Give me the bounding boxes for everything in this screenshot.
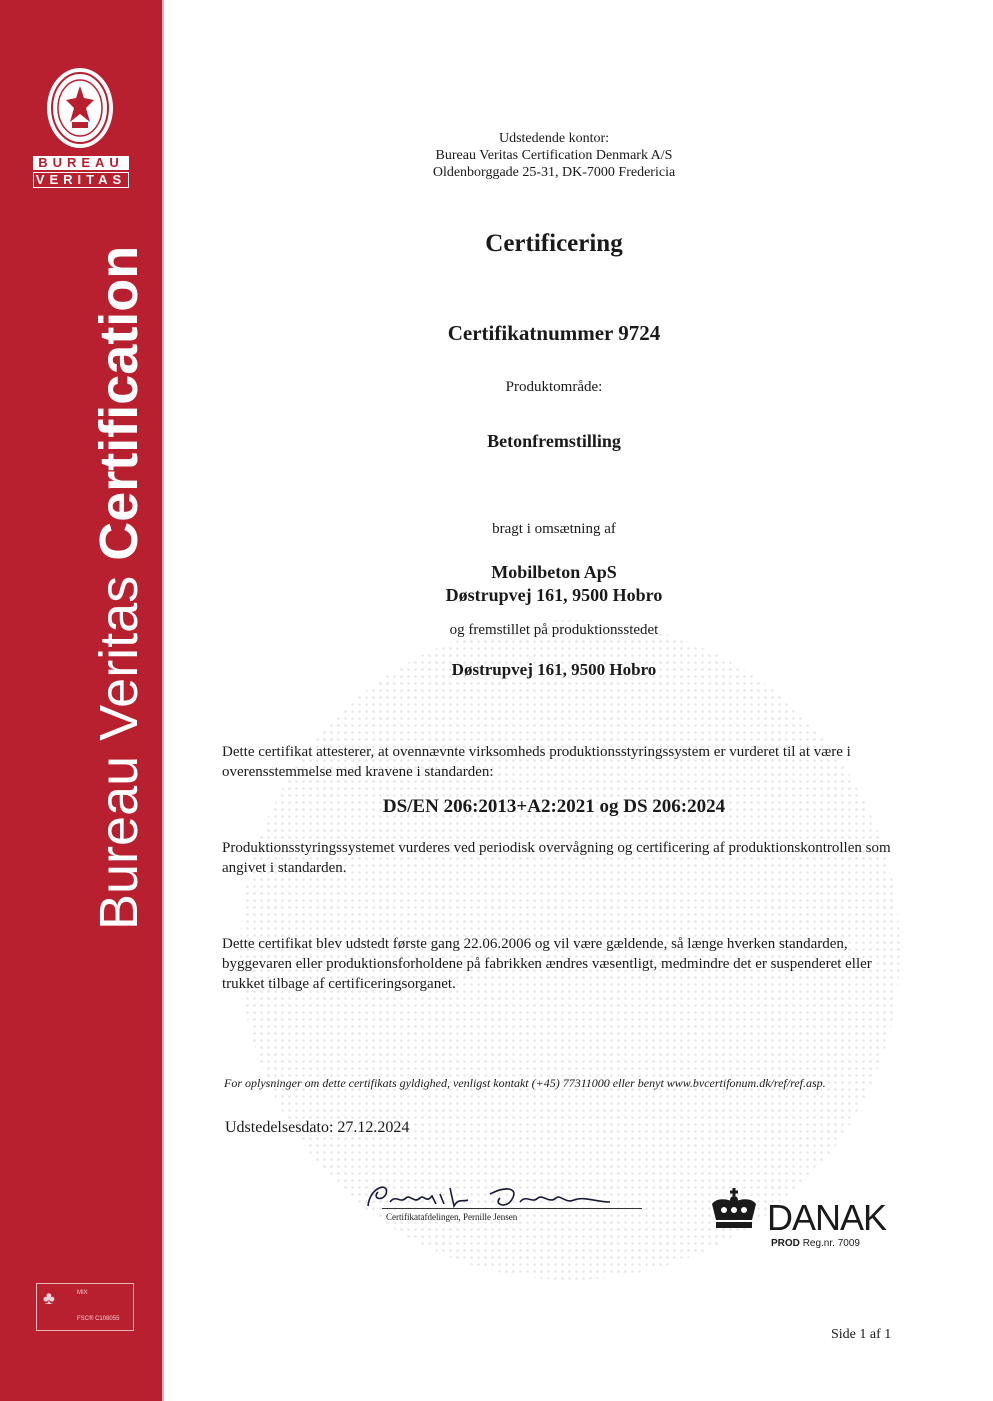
issuer-label: Udstedende kontor: [498,131,610,146]
issuer-name: Bureau Veritas Certification Denmark A/S [435,148,673,163]
signature-caption: Certifikatafdelingen, Pernille Jensen [386,1212,518,1222]
fsc-tree-icon: ♣ [43,1288,55,1308]
danak-registration [771,1238,860,1249]
sidebar-title-light: Bureau Veritas [89,560,149,930]
certificate-number: Certifikatnummer 9724 [447,321,661,345]
company-block [164,561,944,607]
surveillance-paragraph: Produktionsstyringssystemet vurderes ved periodisk overvågning og certificering af produktionskontrollen som angivet i standarden. [222,840,891,876]
product-area-value: Betonfremstilling [487,431,621,451]
issuer-address: Oldenborggade 25-31, DK-7000 Fredericia [432,165,676,180]
certificate-title: Certificering [485,230,623,257]
brought-to-market-label: bragt i omsætning af [492,521,616,537]
fsc-mix-text: MIX [77,1290,88,1296]
danak-wordmark: DANAK [767,1197,887,1238]
issue-date: Udstedelsesdato: 27.12.2024 [225,1119,410,1136]
brand-sidebar [0,0,162,1401]
logo-word-bureau: BUREAU [33,156,129,170]
bureau-veritas-seal-logo [44,66,116,154]
company-address: Døstrupvej 161, 9500 Hobro [445,585,663,605]
sidebar-title-bold: Certification [89,245,149,561]
validity-contact-note: For oplysninger om dette certifikats gyldighed, venligst kontakt (+45) 77311000 eller benyt www.bvcertifonum.dk/ref/ref.asp. [224,1076,826,1090]
sidebar-vertical-title [89,245,149,930]
danak-reg-number: Reg.nr. 7009 [802,1238,860,1249]
fsc-mix-label [36,1283,134,1331]
logo-word-veritas: VERITAS [33,172,129,188]
issuing-office [164,130,944,181]
validity-paragraph: Dette certifikat blev udstedt første gang 22.06.2006 og vil være gældende, så længe hverken standarden, byggevaren eller produktionsforholdene på fabrikken ændres væsentligt, medmindre det er suspenderet eller trukket tilbage af certificeringsorganet. [222,936,872,992]
danak-prod: PROD [771,1238,800,1249]
standard-reference: DS/EN 206:2013+A2:2021 og DS 206:2024 [382,796,726,817]
company-name: Mobilbeton ApS [491,562,617,582]
product-area-label: Produktområde: [505,379,603,395]
attestation-paragraph: Dette certifikat attesterer, at ovennævnte virksomheds produktionsstyringssystem er vurderet til at være i overensstemmelse med kravene i standarden: [222,744,851,780]
sidebar-edge [162,0,164,1401]
page-number: Side 1 af 1 [831,1327,892,1342]
danak-crown-icon [706,1186,762,1232]
bureau-veritas-wordmark [33,156,129,190]
fsc-code-text: FSC® C108055 [77,1316,120,1322]
production-site-label: og fremstillet på produktionsstedet [449,622,659,638]
signature-line [382,1208,642,1209]
handwritten-signature-icon [360,1176,650,1216]
production-site-address: Døstrupvej 161, 9500 Hobro [451,660,657,679]
